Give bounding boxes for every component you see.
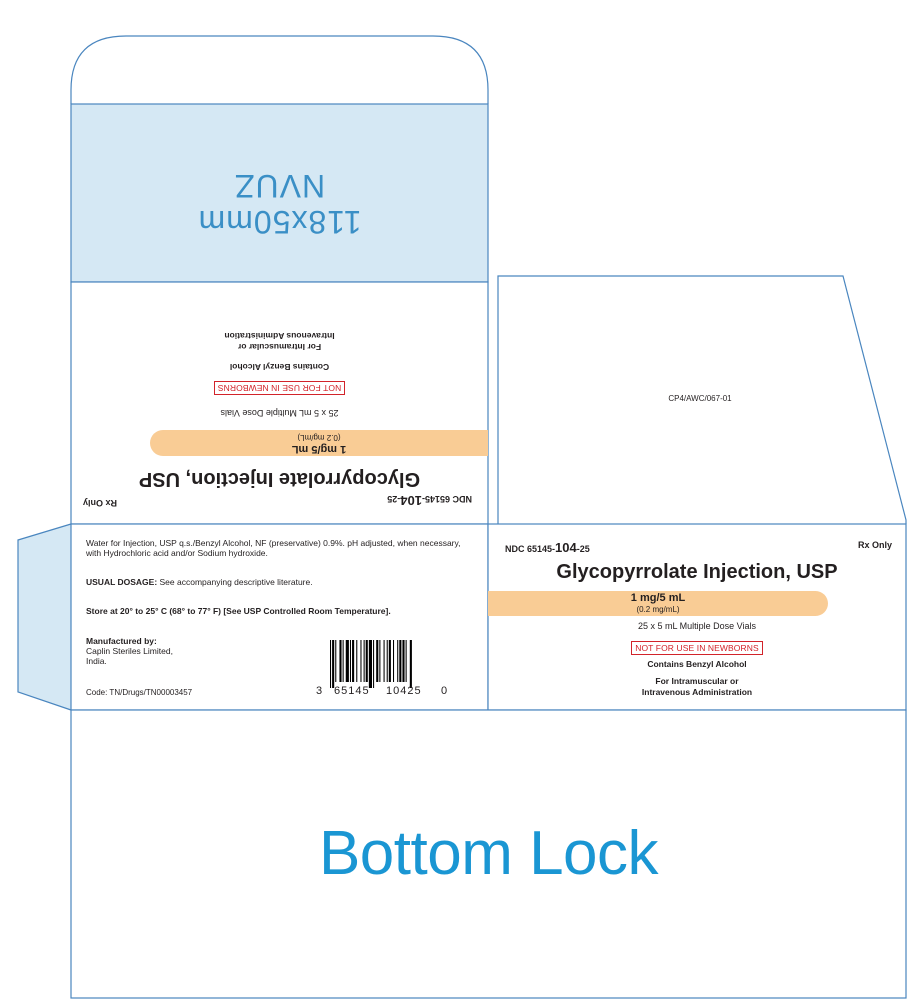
front-warning-wrap bbox=[488, 638, 906, 656]
barcode-bar bbox=[364, 640, 365, 682]
dimension-label bbox=[71, 160, 488, 240]
front-ndc-prefix: NDC 65145- bbox=[505, 544, 556, 554]
top-ndc bbox=[387, 493, 472, 508]
front-route bbox=[488, 676, 906, 698]
manufacturer-block bbox=[86, 636, 286, 666]
top-rx-only: Rx Only bbox=[83, 498, 118, 508]
barcode-bar bbox=[376, 640, 378, 682]
barcode-bar bbox=[339, 640, 341, 682]
barcode-right-digit: 0 bbox=[441, 685, 449, 697]
barcode-left-digit: 3 bbox=[316, 685, 324, 697]
manufacturer-line2: India. bbox=[86, 656, 107, 666]
barcode-bar bbox=[402, 640, 404, 682]
barcode-bar bbox=[369, 640, 372, 688]
top-concentration: (0.2 mg/mL) bbox=[297, 433, 341, 442]
front-strength-bar bbox=[488, 591, 828, 616]
manufacturer-label: Manufactured by: bbox=[86, 636, 157, 646]
dosage-label: USUAL DOSAGE: bbox=[86, 577, 158, 587]
front-ndc bbox=[505, 540, 590, 555]
barcode-bar bbox=[332, 640, 334, 688]
front-ndc-suffix: -25 bbox=[576, 544, 590, 554]
front-vials: 25 x 5 mL Multiple Dose Vials bbox=[637, 621, 757, 631]
front-concentration: (0.2 mg/mL) bbox=[636, 605, 680, 614]
barcode-bar bbox=[335, 640, 336, 682]
barcode-bar bbox=[352, 640, 354, 682]
top-benzyl: Contains Benzyl Alcohol bbox=[229, 362, 330, 372]
dimension-code: NVUZ bbox=[233, 168, 326, 204]
top-warning: NOT FOR USE IN NEWBORNS bbox=[214, 381, 346, 395]
barcode-bar bbox=[406, 640, 407, 682]
top-warning-wrap bbox=[71, 380, 488, 398]
barcode bbox=[328, 640, 440, 688]
barcode-bar bbox=[343, 640, 344, 682]
barcode-bar bbox=[350, 640, 351, 682]
barcode-bar bbox=[366, 640, 368, 682]
front-warning: NOT FOR USE IN NEWBORNS bbox=[631, 641, 763, 655]
manufacturer-line1: Caplin Steriles Limited, bbox=[86, 646, 173, 656]
front-route-line1: For Intramuscular or bbox=[655, 676, 739, 686]
front-route-line2: Intravenous Administration bbox=[641, 687, 753, 697]
barcode-bar bbox=[399, 640, 401, 682]
front-benzyl: Contains Benzyl Alcohol bbox=[647, 659, 747, 669]
barcode-bar bbox=[387, 640, 388, 682]
barcode-bar bbox=[384, 640, 385, 682]
top-route bbox=[71, 330, 488, 352]
front-title: Glycopyrrolate Injection, USP bbox=[556, 561, 838, 583]
barcode-bar bbox=[356, 640, 357, 682]
storage-bold: Store at 20° to 25° C (68° to 77° F) [See USP Controlled Room Temperature]. bbox=[86, 606, 391, 616]
top-strength-bar bbox=[150, 430, 488, 456]
composition-text: Water for Injection, USP q.s./Benzyl Alcohol, NF (preservative) 0.9%. pH adjusted, when necessary, with Hydrochloric acid and/or Sodium hydroxide. bbox=[86, 538, 461, 558]
barcode-bar bbox=[410, 640, 412, 688]
top-vials: 25 x 5 mL Multiple Dose Vials bbox=[220, 408, 339, 418]
front-strength: 1 mg/5 mL bbox=[630, 592, 686, 604]
barcode-bar bbox=[379, 640, 380, 682]
top-ndc-bold: 104 bbox=[400, 493, 422, 508]
barcode-digits-1: 65145 bbox=[334, 685, 370, 697]
top-route-line2: Intravenous Administration bbox=[224, 331, 335, 341]
barcode-bar bbox=[389, 640, 391, 682]
top-ndc-prefix: NDC 65145- bbox=[421, 494, 472, 504]
top-panel-content bbox=[71, 284, 488, 520]
dosage-detail: See accompanying descriptive literature. bbox=[157, 577, 313, 587]
dosage-text bbox=[86, 577, 471, 587]
regulatory-code: Code: TN/Drugs/TN00003457 bbox=[86, 688, 193, 697]
dimension-size: 118x50mm bbox=[197, 204, 362, 240]
barcode-digits-2: 10425 bbox=[386, 685, 422, 697]
flap-code: CP4/AWC/067-01 bbox=[668, 394, 732, 403]
bottom-lock-label: Bottom Lock bbox=[318, 819, 659, 888]
top-strength: 1 mg/5 mL bbox=[291, 443, 347, 455]
barcode-bar bbox=[360, 640, 361, 682]
front-ndc-bold: 104 bbox=[555, 540, 577, 555]
storage-text bbox=[86, 606, 471, 616]
barcode-bar bbox=[346, 640, 349, 682]
barcode-bar bbox=[330, 640, 331, 688]
top-ndc-suffix: -25 bbox=[387, 494, 401, 504]
barcode-bar bbox=[393, 640, 394, 682]
top-title: Glycopyrrolate Injection, USP bbox=[138, 468, 421, 490]
barcode-bar bbox=[373, 640, 374, 688]
top-route-line1: For Intramuscular or bbox=[237, 342, 322, 352]
front-rx-only: Rx Only bbox=[858, 540, 893, 550]
barcode-bar bbox=[397, 640, 398, 682]
